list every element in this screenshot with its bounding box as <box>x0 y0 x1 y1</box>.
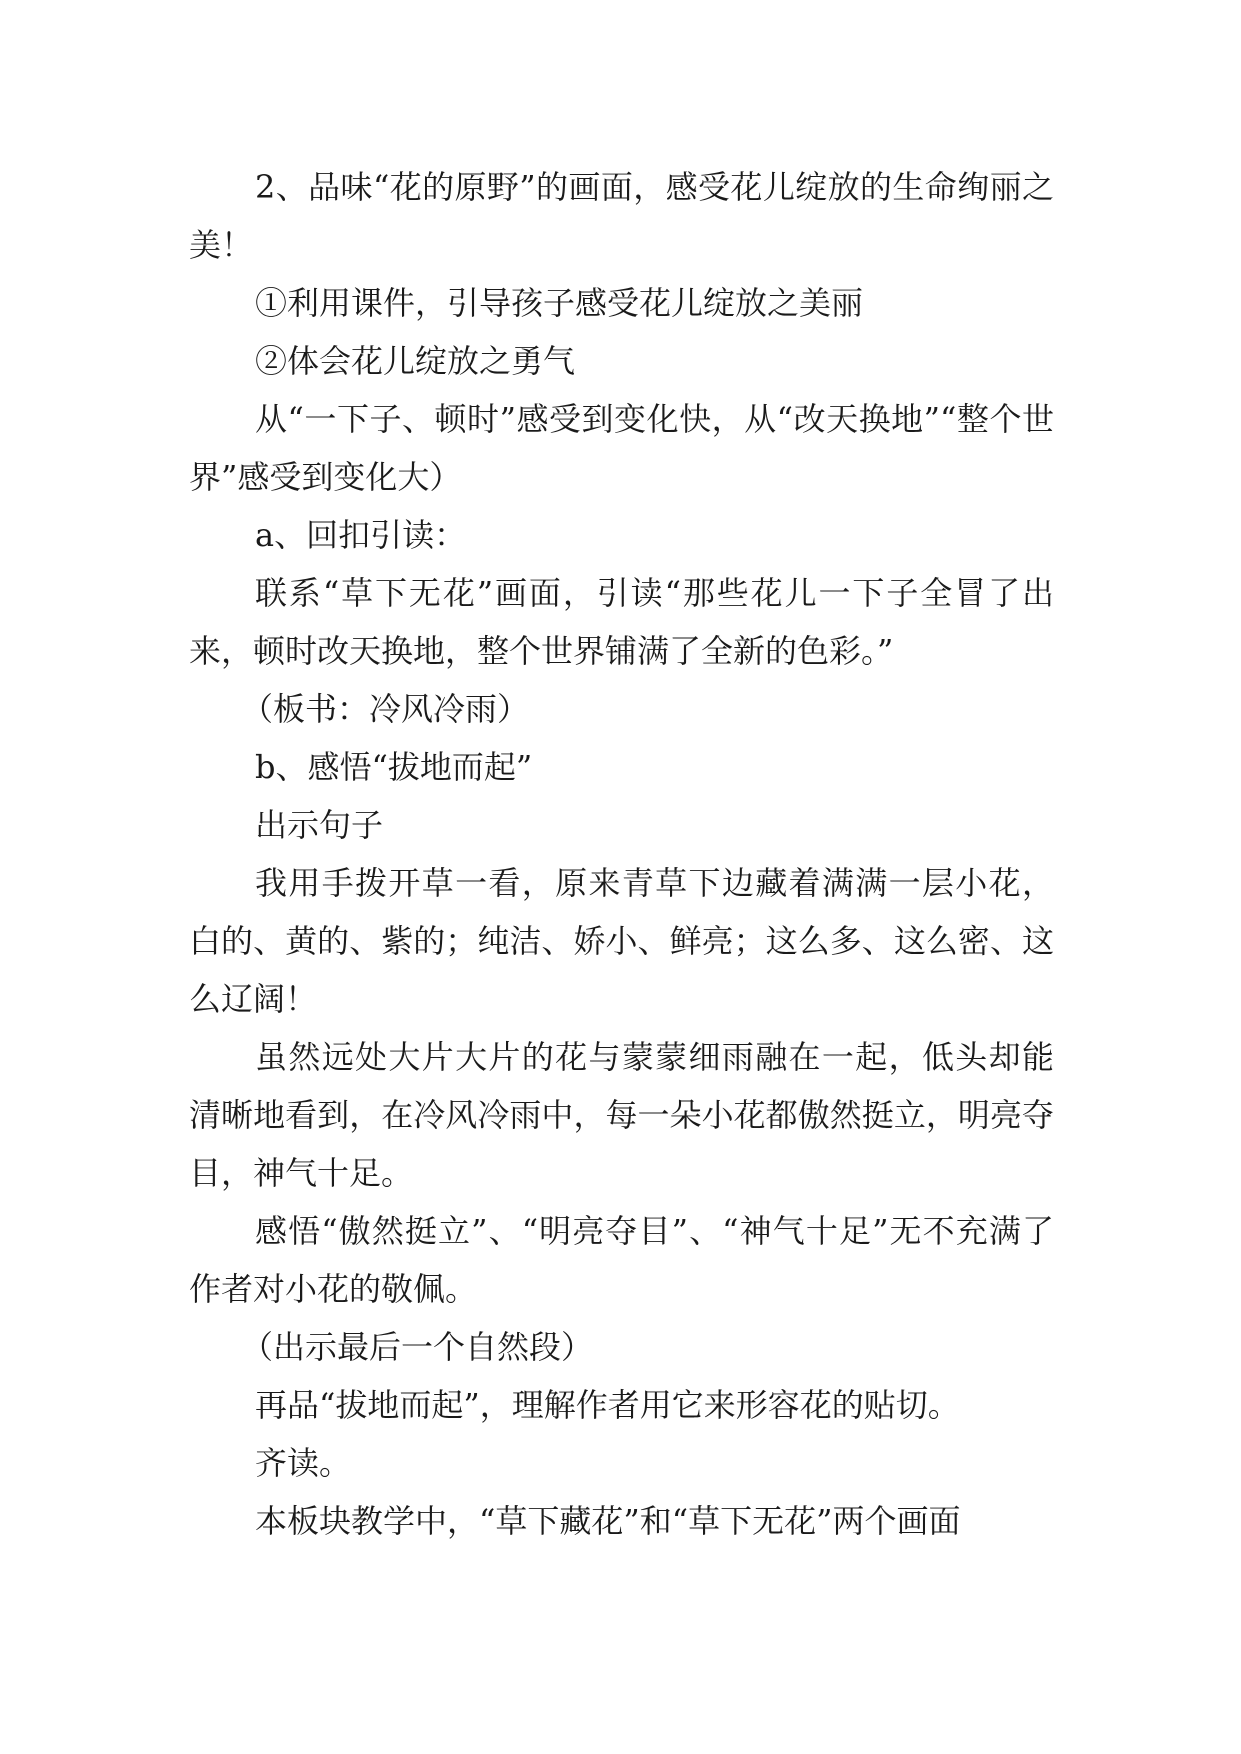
paragraph-11: 虽然远处大片大片的花与蒙蒙细雨融在一起，低头却能清晰地看到，在冷风冷雨中，每一朵小花都傲然挺立，明亮夺目，神气十足。 <box>189 1038 1054 1192</box>
paragraph-5: a、回扣引读： <box>255 516 467 554</box>
paragraph-12: 感悟“傲然挺立”、“明亮夺目”、“神气十足”无不充满了作者对小花的敬佩。 <box>189 1212 1054 1308</box>
paragraph-6: 联系“草下无花”画面，引读“那些花儿一下子全冒了出来，顿时改天换地，整个世界铺满了全新的色彩。” <box>189 574 1054 670</box>
paragraph-16: 本板块教学中，“草下藏花”和“草下无花”两个画面 <box>255 1502 961 1540</box>
paragraph-4: 从“一下子、顿时”感受到变化快，从“改天换地”“整个世界”感受到变化大） <box>189 400 1054 496</box>
paragraph-8: b、感悟“拔地而起” <box>255 748 533 786</box>
paragraph-9: 出示句子 <box>255 806 384 844</box>
document-body <box>189 158 1054 1550</box>
paragraph-13: （出示最后一个自然段） <box>241 1328 594 1366</box>
paragraph-10: 我用手拨开草一看，原来青草下边藏着满满一层小花，白的、黄的、紫的；纯洁、娇小、鲜亮；这么多、这么密、这么辽阔！ <box>189 864 1054 1018</box>
paragraph-1: 2、品味“花的原野”的画面，感受花儿绽放的生命绚丽之美！ <box>189 168 1054 264</box>
paragraph-14: 再品“拔地而起”，理解作者用它来形容花的贴切。 <box>255 1386 960 1424</box>
paragraph-3: ②体会花儿绽放之勇气 <box>255 342 576 380</box>
paragraph-2: ①利用课件，引导孩子感受花儿绽放之美丽 <box>255 284 864 322</box>
paragraph-15: 齐读。 <box>255 1444 352 1482</box>
paragraph-7: （板书：冷风冷雨） <box>241 690 530 728</box>
